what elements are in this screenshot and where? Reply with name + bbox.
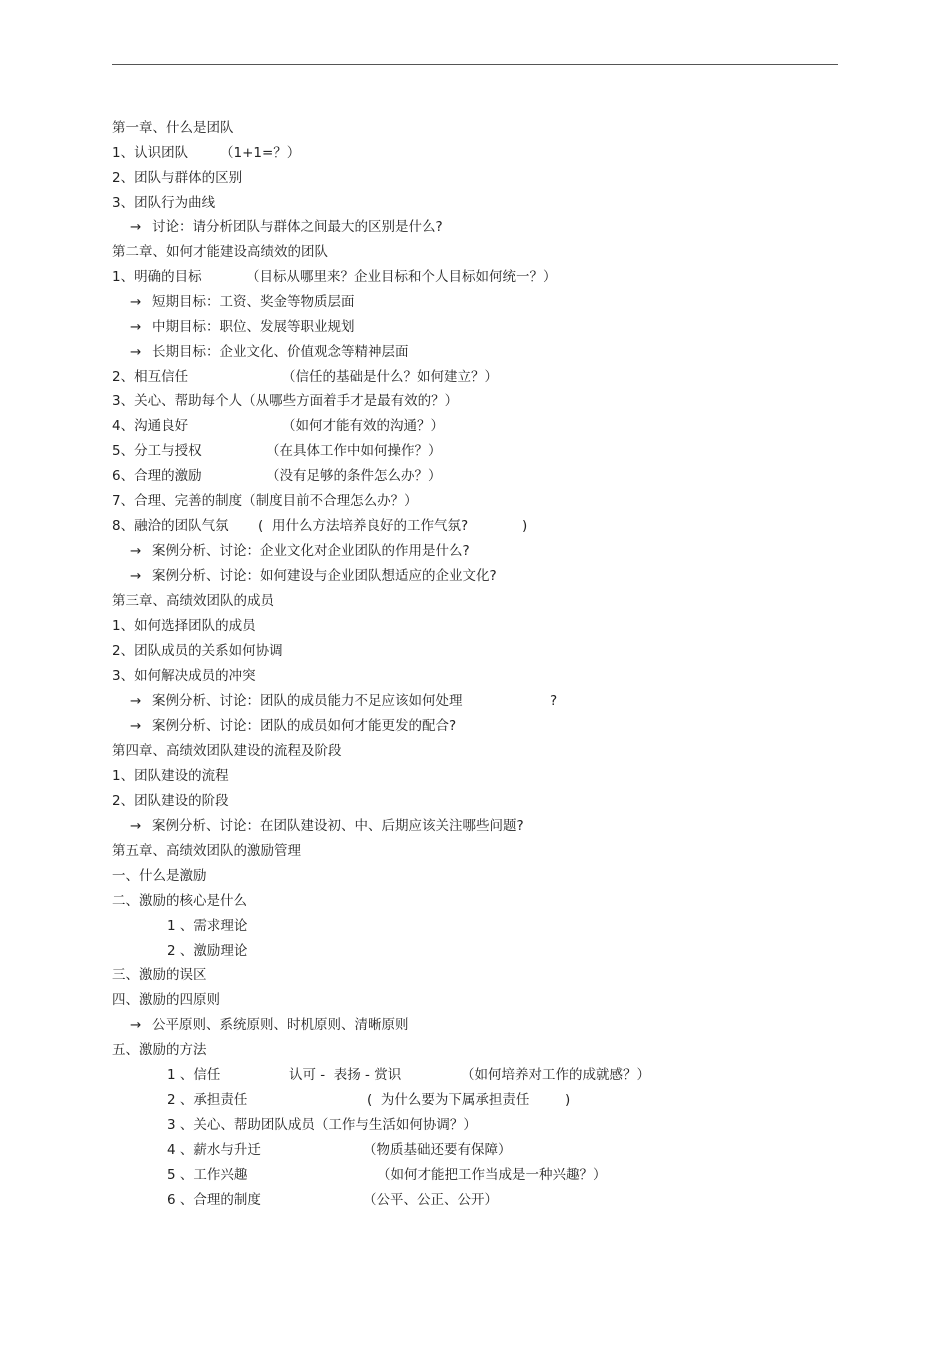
list-item: 8、融洽的团队气氛 ( 用什么方法培养良好的工作气氛? ) [112,518,528,534]
list-item: 5、分工与授权 （在具体工作中如何操作？） [112,443,442,459]
list-item: 4、沟通良好 （如何才能有效的沟通？） [112,418,444,434]
sub-item: 1 、信任 认可 - 表扬 - 赏识 （如何培养对工作的成就感？） [167,1067,650,1083]
sub-item: → 公平原则、系统原则、时机原则、清晰原则 [130,1017,409,1033]
arrow-right-icon: → [130,818,142,834]
list-item: 2、团队建设的阶段 [112,793,229,809]
arrow-right-icon: → [130,319,142,335]
chapter-2-title: 第二章、如何才能建设高绩效的团队 [112,244,328,260]
sub-item: → 长期目标：企业文化、价值观念等精神层面 [130,344,409,360]
sub-item: 4 、薪水与升迁 （物质基础还要有保障） [167,1142,512,1158]
list-item: 6、合理的激励 （没有足够的条件怎么办？） [112,468,442,484]
sub-item: 5 、工作兴趣 （如何才能把工作当成是一种兴趣？） [167,1167,607,1183]
chapter-1-title: 第一章、什么是团队 [112,120,234,136]
list-item: 1、明确的目标 （目标从哪里来？企业目标和个人目标如何统一？） [112,269,557,285]
arrow-right-icon: → [130,718,142,734]
sub-item: 2 、承担责任 ( 为什么要为下属承担责任 ) [167,1092,571,1108]
sub-item: → 中期目标：职位、发展等职业规划 [130,319,355,335]
list-item: 三、激励的误区 [112,967,207,983]
sub-item: 6 、合理的制度 （公平、公正、公开） [167,1192,498,1208]
chapter-3-title: 第三章、高绩效团队的成员 [112,593,274,609]
list-item: 五、激励的方法 [112,1042,207,1058]
sub-item: 3 、关心、帮助团队成员（工作与生活如何协调？） [167,1117,477,1133]
arrow-right-icon: → [130,294,142,310]
discussion-item: → 案例分析、讨论：企业文化对企业团队的作用是什么? [130,543,470,559]
sub-item: 1 、需求理论 [167,918,248,934]
list-item: 四、激励的四原则 [112,992,220,1008]
list-item: 2、团队与群体的区别 [112,170,243,186]
list-item: 1、认识团队 （1+1=？） [112,145,301,161]
list-item: 7、合理、完善的制度（制度目前不合理怎么办？） [112,493,418,509]
arrow-right-icon: → [130,568,142,584]
discussion-item: → 案例分析、讨论：在团队建设初、中、后期应该关注哪些问题? [130,818,524,834]
list-item: 一、什么是激励 [112,868,207,884]
list-item: 3、如何解决成员的冲突 [112,668,256,684]
discussion-item: → 案例分析、讨论：如何建设与企业团队想适应的企业文化? [130,568,497,584]
arrow-right-icon: → [130,1017,142,1033]
discussion-item: → 案例分析、讨论：团队的成员如何才能更发的配合? [130,718,457,734]
sub-item: 2 、激励理论 [167,943,248,959]
list-item: 2、团队成员的关系如何协调 [112,643,283,659]
list-item: 2、相互信任 （信任的基础是什么？如何建立？） [112,369,498,385]
arrow-right-icon: → [130,693,142,709]
list-item: 3、团队行为曲线 [112,195,216,211]
chapter-4-title: 第四章、高绩效团队建设的流程及阶段 [112,743,342,759]
sub-item: → 短期目标：工资、奖金等物质层面 [130,294,355,310]
discussion-item: → 讨论：请分析团队与群体之间最大的区别是什么? [130,219,443,235]
list-item: 二、激励的核心是什么 [112,893,247,909]
list-item: 1、如何选择团队的成员 [112,618,256,634]
arrow-right-icon: → [130,219,142,235]
discussion-item: → 案例分析、讨论：团队的成员能力不足应该如何处理 ? [130,693,558,709]
arrow-right-icon: → [130,543,142,559]
chapter-5-title: 第五章、高绩效团队的激励管理 [112,843,301,859]
arrow-right-icon: → [130,344,142,360]
list-item: 1、团队建设的流程 [112,768,229,784]
header-rule [112,64,838,65]
list-item: 3、关心、帮助每个人（从哪些方面着手才是最有效的？） [112,393,459,409]
